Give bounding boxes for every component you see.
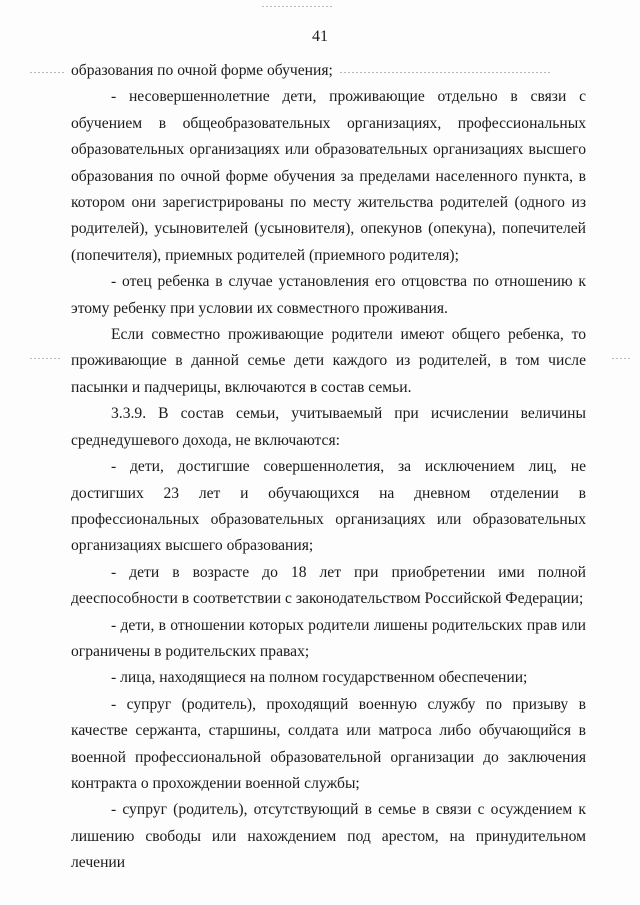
scan-noise-left-2 — [30, 358, 62, 359]
page-number: 41 — [312, 28, 328, 45]
scan-noise-right-2 — [612, 358, 630, 359]
document-body — [71, 58, 586, 877]
paragraph: - дети в возрасте до 18 лет при приобретении ими полной дееспособности в соответствии с законодательством Российской Федерации; — [71, 563, 586, 608]
paragraph: - супруг (родитель), отсутствующий в семье в связи с осуждением к лишению свободы или нахождением под арестом, на принудительном лечении — [71, 801, 586, 872]
paragraph: Если совместно проживающие родители имеют общего ребенка, то проживающие в данной семье дети каждого из родителей, в том числе пасынки и падчерицы, включаются в состав семьи. — [71, 326, 586, 396]
paragraph: - несовершеннолетние дети, проживающие отдельно в связи с обучением в общеобразовательных организациях, профессиональных образовательных организациях или образовательных организациях высшего образования по очной форме обучения за пределами населенного пункта, в котором они зарегистрированы по месту жительства родителей (одного из родителей), усыновителей (усыновителя), опекунов (опекуна), попечителей (попечителя), приемных родителей (приемного родителя); — [71, 88, 586, 264]
paragraph: - отец ребенка в случае установления его отцовства по отношению к этому ребенку при условии их совместного проживания. — [71, 273, 586, 317]
scan-noise-left-1 — [30, 72, 66, 73]
paragraph: - лица, находящиеся на полном государственном обеспечении; — [111, 669, 528, 687]
paragraph: 3.3.9. В состав семьи, учитываемый при исчислении величины среднедушевого дохода, не включаются: — [71, 405, 586, 449]
scan-noise-top — [262, 6, 332, 7]
paragraph: - дети, достигшие совершеннолетия, за исключением лиц, не достигших 23 лет и обучающихся на дневном отделении в профессиональных образовательных организациях или образовательных организациях высшего образования; — [71, 458, 586, 555]
paragraph: образования по очной форме обучения; — [71, 62, 333, 79]
paragraph: - дети, в отношении которых родители лишены родительских прав или ограничены в родительских правах; — [71, 616, 586, 660]
paragraph: - супруг (родитель), проходящий военную службу по призыву в качестве сержанта, старшины, солдата или матроса либо обучающийся в военной профессиональной образовательной организации до заключения контракта о прохождении военной службы; — [71, 695, 586, 792]
